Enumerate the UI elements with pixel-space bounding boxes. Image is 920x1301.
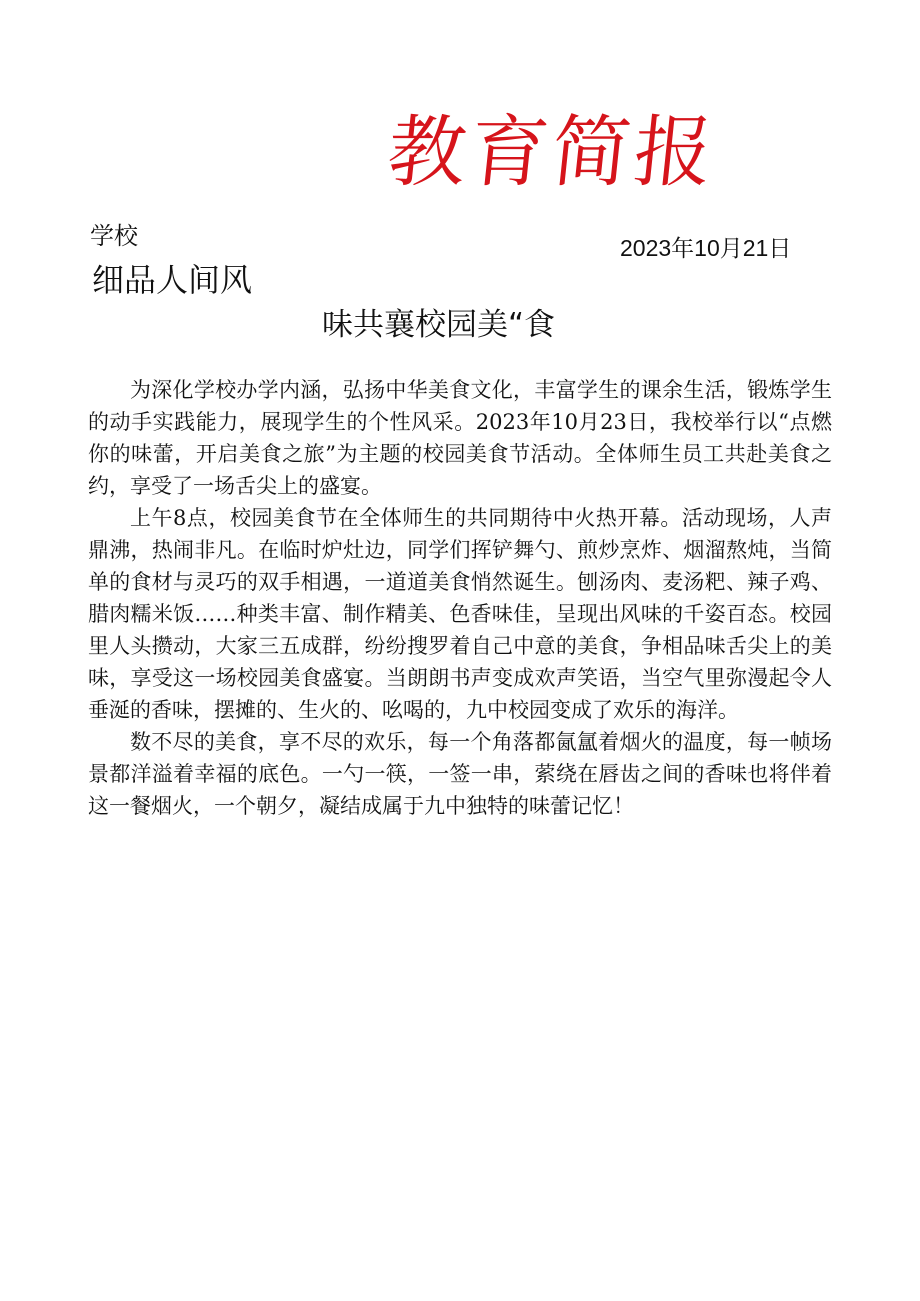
issue-date: 2023年10月21日 xyxy=(620,235,792,261)
paragraph-1: 为深化学校办学内涵，弘扬中华美食文化，丰富学生的课余生活，锻炼学生的动手实践能力，展现学生的个性风采。2023年10月23日，我校举行以“点燃你的味蕾，开启美食之旅”为主题的校园美食节活动。全体师生员工共赴美食之约，享受了一场舌尖上的盛宴。 xyxy=(88,378,832,498)
headline-line-2: 味共襄校园美“食 xyxy=(322,307,556,343)
article-body xyxy=(88,374,832,822)
paragraph-2: 上午8点，校园美食节在全体师生的共同期待中火热开幕。活动现场，人声鼎沸，热闹非凡。在临时炉灶边，同学们挥铲舞勺、煎炒烹炸、烟溜熬炖，当简单的食材与灵巧的双手相遇，一道道美食悄然诞生。刨汤肉、麦汤粑、辣子鸡、腊肉糯米饭……种类丰富、制作精美、色香味佳，呈现出风味的千姿百态。校园里人头攒动，大家三五成群，纷纷搜罗着自己中意的美食，争相品味舌尖上的美味，享受这一场校园美食盛宴。当朗朗书声变成欢声笑语，当空气里弥漫起令人垂涎的香味，摆摊的、生火的、吆喝的，九中校园变成了欢乐的海洋。 xyxy=(88,506,832,722)
paragraph-3: 数不尽的美食，享不尽的欢乐，每一个角落都氤氲着烟火的温度，每一帧场景都洋溢着幸福的底色。一勺一筷，一签一串，萦绕在唇齿之间的香味也将伴着这一餐烟火，一个朝夕，凝结成属于九中独特的味蕾记忆！ xyxy=(88,730,832,818)
masthead-title: 教育简报 xyxy=(383,108,721,198)
headline-line-1: 细品人间风 xyxy=(92,261,253,299)
school-name: 学校 xyxy=(90,222,138,250)
